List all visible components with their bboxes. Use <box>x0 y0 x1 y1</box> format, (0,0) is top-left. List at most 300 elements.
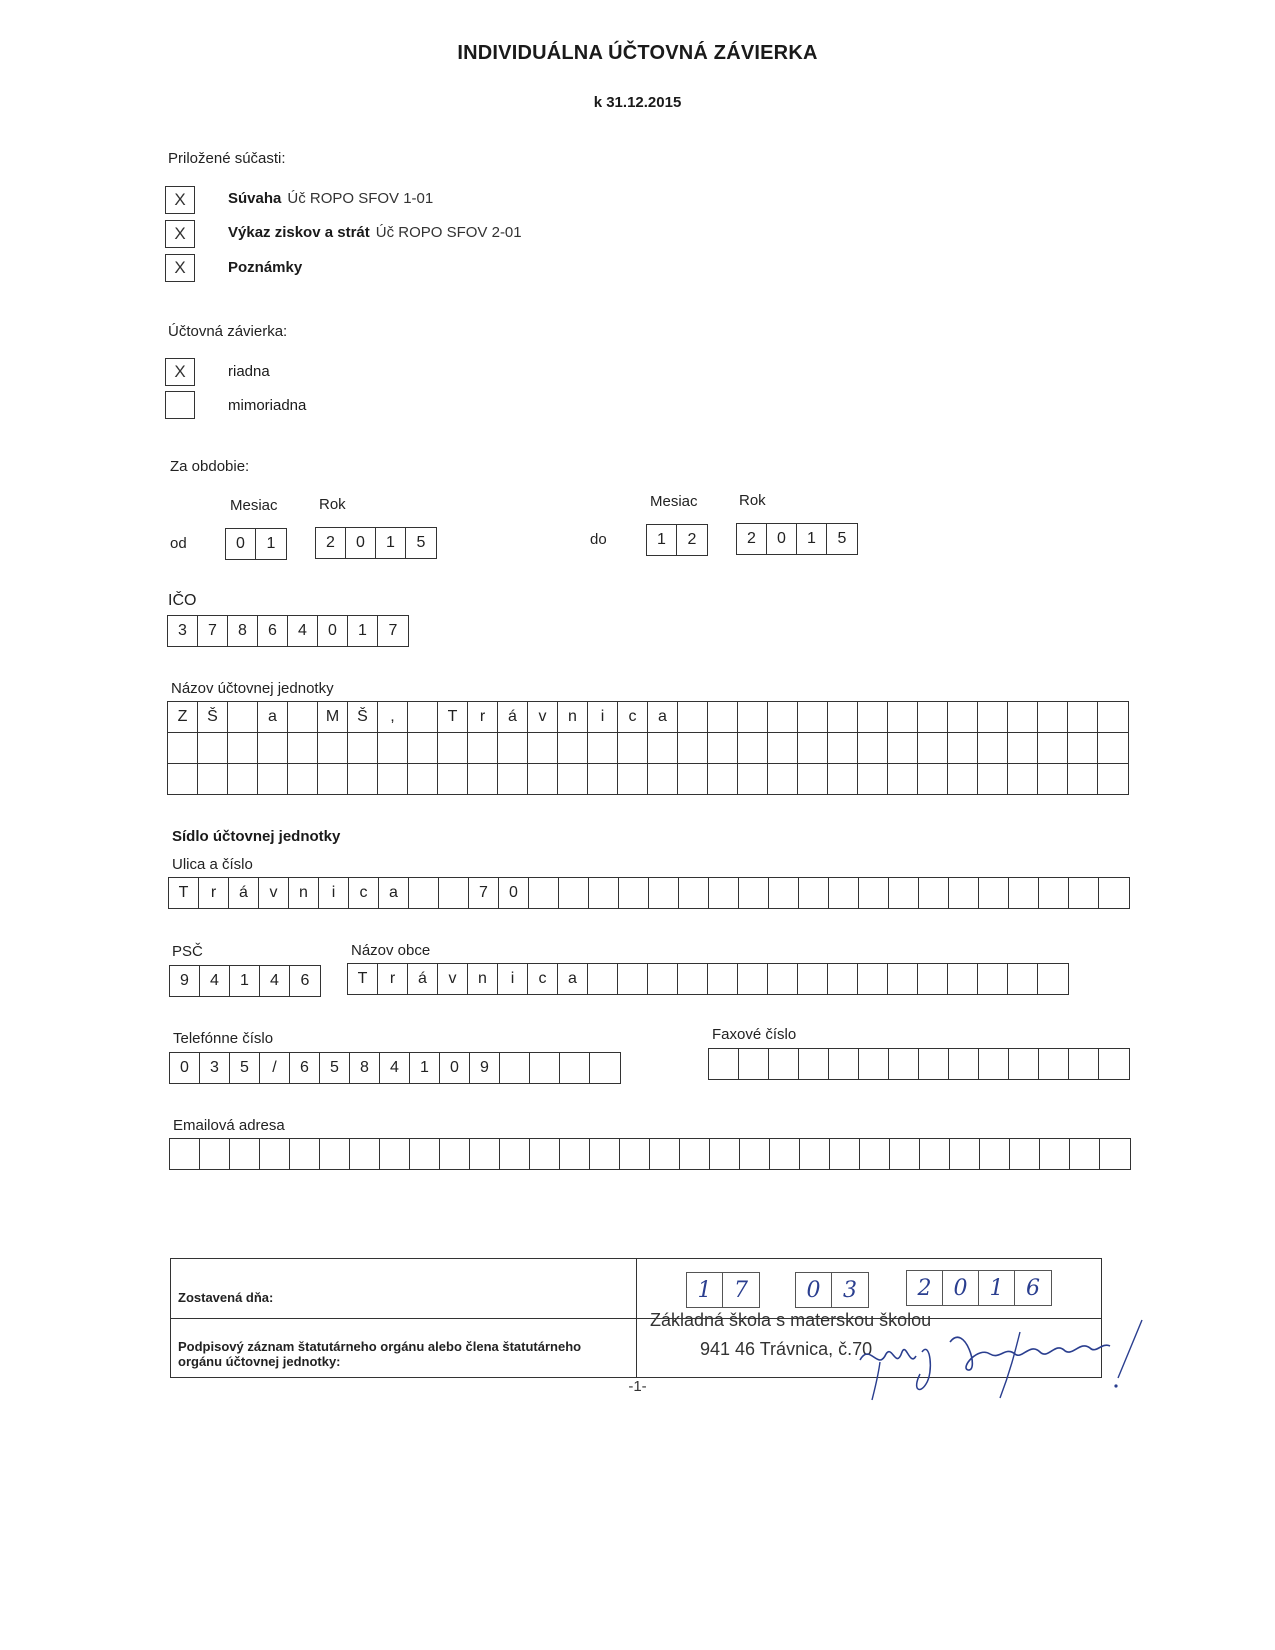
attachment-label: Výkaz ziskov a strát <box>228 224 370 241</box>
char-cell: 9 <box>470 1053 500 1083</box>
char-cell <box>228 733 258 763</box>
char-cell <box>230 1139 260 1169</box>
char-cell <box>1038 702 1068 732</box>
char-cell: 6 <box>290 1053 320 1083</box>
char-cell <box>890 1139 920 1169</box>
char-cell <box>198 733 228 763</box>
char-cell <box>768 733 798 763</box>
char-cell: 1 <box>348 616 378 646</box>
compiled-month-field[interactable] <box>795 1272 869 1308</box>
document-date: k 31.12.2015 <box>593 94 682 111</box>
char-cell <box>648 733 678 763</box>
digit-cell: 2 <box>316 528 346 558</box>
char-cell <box>260 1139 290 1169</box>
char-cell: 7 <box>469 878 499 908</box>
char-cell <box>528 764 558 794</box>
char-cell <box>800 1139 830 1169</box>
entity-name-field[interactable] <box>167 701 1129 795</box>
char-cell: c <box>528 964 558 994</box>
char-cell <box>739 1049 769 1079</box>
char-cell: 3 <box>168 616 198 646</box>
char-cell <box>678 764 708 794</box>
char-cell <box>590 1053 620 1083</box>
digit-cell: 1 <box>266 535 276 552</box>
digit-cell: 1 <box>979 1271 1015 1305</box>
char-cell <box>920 1139 950 1169</box>
char-cell: v <box>438 964 468 994</box>
char-cell: 5 <box>230 1053 260 1083</box>
char-cell: , <box>378 702 408 732</box>
char-cell: v <box>528 702 558 732</box>
char-cell <box>438 733 468 763</box>
char-cell: / <box>260 1053 290 1083</box>
char-cell <box>889 1049 919 1079</box>
char-cell: 1 <box>230 966 260 996</box>
char-cell <box>1099 1049 1129 1079</box>
char-cell <box>650 1139 680 1169</box>
char-cell <box>678 733 708 763</box>
grid-row <box>168 733 1128 764</box>
char-cell: á <box>229 878 259 908</box>
char-cell: i <box>498 964 528 994</box>
char-cell <box>618 733 648 763</box>
char-cell <box>320 1139 350 1169</box>
digit-cell: 1 <box>376 528 406 558</box>
char-cell: a <box>379 878 409 908</box>
char-cell: i <box>588 702 618 732</box>
char-cell: n <box>468 964 498 994</box>
char-cell <box>949 1049 979 1079</box>
char-cell <box>440 1139 470 1169</box>
town-field[interactable] <box>347 963 1069 995</box>
char-cell: c <box>618 702 648 732</box>
char-cell <box>768 964 798 994</box>
char-cell <box>228 702 258 732</box>
char-cell <box>799 878 829 908</box>
char-cell <box>918 964 948 994</box>
email-field[interactable] <box>169 1138 1131 1170</box>
char-cell <box>408 702 438 732</box>
char-cell <box>618 964 648 994</box>
char-cell <box>798 702 828 732</box>
char-cell <box>409 878 439 908</box>
checkbox-riadna[interactable]: X <box>165 358 195 386</box>
attachment-label: Poznámky <box>228 259 303 276</box>
char-cell <box>738 702 768 732</box>
attachment-vykaz <box>228 224 522 241</box>
char-cell <box>1038 764 1068 794</box>
char-cell <box>378 733 408 763</box>
char-cell <box>470 1139 500 1169</box>
char-cell <box>258 733 288 763</box>
seat-heading: Sídlo účtovnej jednotky <box>172 828 341 845</box>
char-cell <box>948 964 978 994</box>
char-cell <box>858 702 888 732</box>
char-cell <box>1068 702 1098 732</box>
char-cell <box>858 733 888 763</box>
to-month-label: Mesiac <box>650 493 698 510</box>
char-cell: r <box>468 702 498 732</box>
char-cell <box>860 1139 890 1169</box>
from-month-field[interactable] <box>225 528 287 560</box>
char-cell <box>649 878 679 908</box>
grid-row <box>168 702 1128 733</box>
char-cell: n <box>289 878 319 908</box>
char-cell <box>1008 702 1038 732</box>
char-cell <box>828 733 858 763</box>
char-cell <box>558 764 588 794</box>
char-cell: 0 <box>499 878 529 908</box>
char-cell <box>1098 733 1128 763</box>
ico-field[interactable] <box>167 615 409 647</box>
char-cell <box>859 1049 889 1079</box>
char-cell <box>678 964 708 994</box>
char-cell <box>530 1053 560 1083</box>
char-cell <box>709 1049 739 1079</box>
stamp-line-2: 941 46 Trávnica, č.70 <box>700 1339 873 1359</box>
char-cell <box>1038 964 1068 994</box>
char-cell <box>798 964 828 994</box>
char-cell <box>950 1139 980 1169</box>
char-cell <box>740 1139 770 1169</box>
char-cell <box>829 1049 859 1079</box>
char-cell <box>918 733 948 763</box>
char-cell: 8 <box>350 1053 380 1083</box>
char-cell <box>1098 764 1128 794</box>
char-cell <box>1039 1049 1069 1079</box>
digit-cell: 5 <box>837 530 847 547</box>
document-title: INDIVIDUÁLNA ÚČTOVNÁ ZÁVIERKA <box>457 42 818 64</box>
char-cell <box>1099 878 1129 908</box>
char-cell: á <box>408 964 438 994</box>
char-cell: 6 <box>300 972 310 989</box>
char-cell <box>560 1139 590 1169</box>
char-cell <box>559 878 589 908</box>
char-cell <box>410 1139 440 1169</box>
char-cell: 0 <box>170 1053 200 1083</box>
char-cell <box>829 878 859 908</box>
char-cell <box>1100 1139 1130 1169</box>
char-cell <box>588 764 618 794</box>
char-cell <box>710 1139 740 1169</box>
char-cell <box>918 702 948 732</box>
from-label: od <box>170 535 187 552</box>
char-cell <box>708 702 738 732</box>
char-cell <box>1040 1139 1070 1169</box>
char-cell <box>500 1053 530 1083</box>
digit-cell: 2 <box>687 531 697 548</box>
digit-cell: 0 <box>943 1271 979 1305</box>
char-cell: c <box>349 878 379 908</box>
char-cell: Z <box>168 702 198 732</box>
signature-label: Podpisový záznam štatutárneho orgánu alebo člena štatutárneho orgánu účtovnej jednotky: <box>178 1339 582 1369</box>
char-cell <box>708 764 738 794</box>
phone-field[interactable] <box>169 1052 621 1084</box>
char-cell <box>1008 733 1038 763</box>
char-cell: M <box>318 702 348 732</box>
char-cell <box>618 764 648 794</box>
char-cell <box>288 733 318 763</box>
street-field[interactable] <box>168 877 1130 909</box>
char-cell <box>738 733 768 763</box>
digit-cell: 7 <box>734 1277 748 1303</box>
char-cell: r <box>199 878 229 908</box>
char-cell: 0 <box>440 1053 470 1083</box>
char-cell <box>1070 1139 1100 1169</box>
char-cell <box>919 878 949 908</box>
char-cell <box>680 1139 710 1169</box>
char-cell <box>859 878 889 908</box>
char-cell <box>739 878 769 908</box>
char-cell <box>1008 964 1038 994</box>
char-cell <box>978 964 1008 994</box>
char-cell <box>258 764 288 794</box>
digit-cell: 2 <box>907 1271 943 1305</box>
attachments-heading: Priložené súčasti: <box>168 150 286 167</box>
entity-name-label: Názov účtovnej jednotky <box>171 680 334 697</box>
grid-row <box>168 764 1128 794</box>
from-year-label: Rok <box>319 496 346 513</box>
char-cell <box>438 764 468 794</box>
char-cell <box>198 764 228 794</box>
digit-cell: 1 <box>687 1273 723 1307</box>
char-cell <box>439 878 469 908</box>
compiled-day-field[interactable] <box>686 1272 760 1308</box>
char-cell <box>468 733 498 763</box>
char-cell <box>858 764 888 794</box>
stamp-line-1: Základná škola s materskou školou <box>650 1310 932 1330</box>
char-cell <box>769 1049 799 1079</box>
char-cell <box>768 702 798 732</box>
fax-field[interactable] <box>708 1048 1130 1080</box>
char-cell <box>770 1139 800 1169</box>
char-cell <box>828 964 858 994</box>
char-cell <box>708 733 738 763</box>
char-cell <box>1068 764 1098 794</box>
char-cell <box>888 733 918 763</box>
char-cell <box>1039 878 1069 908</box>
char-cell <box>288 764 318 794</box>
char-cell: Š <box>198 702 228 732</box>
char-cell <box>769 878 799 908</box>
char-cell <box>380 1139 410 1169</box>
from-year-field[interactable] <box>315 527 437 559</box>
attachment-code: Úč ROPO SFOV 1-01 <box>287 190 434 207</box>
to-year-label: Rok <box>739 492 766 509</box>
compiled-year-field[interactable] <box>906 1270 1052 1306</box>
char-cell <box>918 764 948 794</box>
psc-label: PSČ <box>172 943 203 960</box>
char-cell: T <box>438 702 468 732</box>
attachment-suvaha <box>228 190 433 207</box>
psc-field[interactable] <box>169 965 321 997</box>
char-cell <box>888 702 918 732</box>
char-cell: 1 <box>410 1053 440 1083</box>
digit-cell: 3 <box>843 1277 857 1303</box>
email-label: Emailová adresa <box>173 1117 285 1134</box>
char-cell <box>318 733 348 763</box>
char-cell <box>408 733 438 763</box>
char-cell <box>1009 878 1039 908</box>
char-cell <box>828 702 858 732</box>
char-cell <box>679 878 709 908</box>
char-cell <box>348 764 378 794</box>
char-cell <box>858 964 888 994</box>
char-cell <box>619 878 649 908</box>
to-month-field[interactable] <box>646 524 708 556</box>
char-cell <box>1068 733 1098 763</box>
digit-cell: 5 <box>416 534 426 551</box>
char-cell <box>978 733 1008 763</box>
char-cell: 7 <box>388 622 398 639</box>
char-cell <box>408 764 438 794</box>
char-cell <box>919 1049 949 1079</box>
char-cell: 3 <box>200 1053 230 1083</box>
compiled-date-label: Zostavená dňa: <box>178 1290 274 1305</box>
char-cell: 6 <box>258 616 288 646</box>
char-cell <box>590 1139 620 1169</box>
char-cell: 9 <box>170 966 200 996</box>
char-cell <box>560 1053 590 1083</box>
char-cell <box>678 702 708 732</box>
char-cell <box>708 964 738 994</box>
checkbox-suvaha[interactable]: X <box>165 186 195 214</box>
char-cell: 4 <box>200 966 230 996</box>
char-cell <box>888 964 918 994</box>
char-cell <box>528 733 558 763</box>
char-cell <box>738 764 768 794</box>
char-cell: 0 <box>318 616 348 646</box>
char-cell <box>888 764 918 794</box>
char-cell <box>500 1139 530 1169</box>
char-cell <box>948 702 978 732</box>
char-cell: á <box>498 702 528 732</box>
char-cell <box>1098 702 1128 732</box>
char-cell: 4 <box>260 966 290 996</box>
to-year-field[interactable] <box>736 523 858 555</box>
char-cell: r <box>378 964 408 994</box>
char-cell <box>1069 1049 1099 1079</box>
checkbox-poznamky[interactable]: X <box>165 254 195 282</box>
char-cell: v <box>259 878 289 908</box>
char-cell <box>830 1139 860 1169</box>
char-cell: 4 <box>288 616 318 646</box>
char-cell <box>978 764 1008 794</box>
char-cell: Š <box>348 702 378 732</box>
page-number: -1- <box>628 1378 647 1395</box>
attachment-label: Súvaha <box>228 190 282 207</box>
checkbox-vykaz[interactable]: X <box>165 220 195 248</box>
char-cell: T <box>169 878 199 908</box>
closing-type-heading: Účtovná závierka: <box>168 323 288 340</box>
char-cell <box>589 878 619 908</box>
char-cell: i <box>319 878 349 908</box>
street-label: Ulica a číslo <box>172 856 253 873</box>
char-cell: 8 <box>228 616 258 646</box>
to-label: do <box>590 531 607 548</box>
char-cell <box>798 733 828 763</box>
char-cell: n <box>558 702 588 732</box>
char-cell <box>498 733 528 763</box>
char-cell <box>648 764 678 794</box>
char-cell: 5 <box>320 1053 350 1083</box>
char-cell <box>168 733 198 763</box>
char-cell <box>498 764 528 794</box>
char-cell <box>1010 1139 1040 1169</box>
char-cell <box>288 702 318 732</box>
char-cell <box>648 964 678 994</box>
char-cell <box>979 878 1009 908</box>
char-cell <box>709 878 739 908</box>
char-cell: a <box>648 702 678 732</box>
char-cell: a <box>558 964 588 994</box>
char-cell <box>980 1139 1010 1169</box>
digit-cell: 0 <box>767 524 797 554</box>
char-cell <box>529 878 559 908</box>
char-cell <box>1009 1049 1039 1079</box>
char-cell <box>1038 733 1068 763</box>
digit-cell: 2 <box>737 524 767 554</box>
char-cell <box>378 764 408 794</box>
char-cell <box>948 733 978 763</box>
digit-cell: 6 <box>1026 1275 1040 1301</box>
closing-riadna-label: riadna <box>228 363 270 380</box>
town-label: Názov obce <box>351 942 431 959</box>
char-cell <box>798 764 828 794</box>
char-cell <box>170 1139 200 1169</box>
char-cell <box>588 733 618 763</box>
digit-cell: 0 <box>226 529 256 559</box>
char-cell <box>889 878 919 908</box>
char-cell <box>948 764 978 794</box>
char-cell <box>228 764 258 794</box>
char-cell: 7 <box>198 616 228 646</box>
char-cell <box>768 764 798 794</box>
char-cell <box>350 1139 380 1169</box>
phone-label: Telefónne číslo <box>173 1030 274 1047</box>
closing-mimoriadna-label: mimoriadna <box>228 397 307 414</box>
char-cell <box>738 964 768 994</box>
char-cell <box>168 764 198 794</box>
char-cell <box>558 733 588 763</box>
checkbox-mimoriadna[interactable] <box>165 391 195 419</box>
char-cell <box>979 1049 1009 1079</box>
attachment-poznamky <box>228 259 302 276</box>
char-cell <box>468 764 498 794</box>
char-cell <box>318 764 348 794</box>
period-heading: Za obdobie: <box>170 458 250 475</box>
char-cell <box>1008 764 1038 794</box>
char-cell <box>348 733 378 763</box>
from-month-label: Mesiac <box>230 497 278 514</box>
char-cell <box>799 1049 829 1079</box>
char-cell <box>1069 878 1099 908</box>
char-cell: 4 <box>380 1053 410 1083</box>
char-cell <box>949 878 979 908</box>
digit-cell: 1 <box>647 525 677 555</box>
digit-cell: 1 <box>797 524 827 554</box>
char-cell <box>828 764 858 794</box>
char-cell <box>620 1139 650 1169</box>
digit-cell: 0 <box>796 1273 832 1307</box>
attachment-code: Úč ROPO SFOV 2-01 <box>375 224 522 241</box>
char-cell: a <box>258 702 288 732</box>
char-cell <box>290 1139 320 1169</box>
ico-label: IČO <box>168 592 197 609</box>
char-cell <box>978 702 1008 732</box>
char-cell: T <box>348 964 378 994</box>
fax-label: Faxové číslo <box>712 1026 797 1043</box>
